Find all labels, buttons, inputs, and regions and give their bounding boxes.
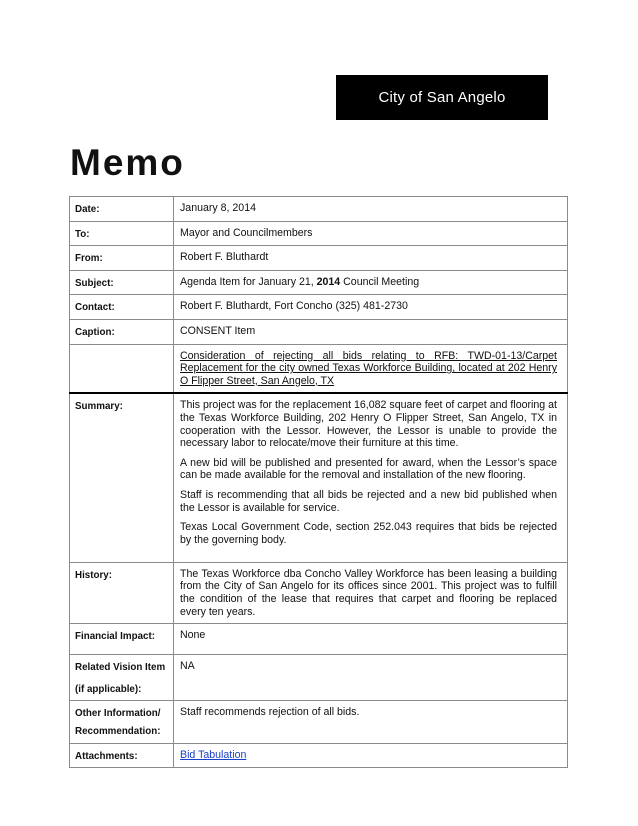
related-vision-value: NA — [174, 655, 568, 701]
date-label: Date: — [70, 197, 174, 222]
other-information-label-line1: Other Information/ — [75, 708, 161, 720]
city-banner: City of San Angelo — [336, 75, 548, 120]
history-value: The Texas Workforce dba Concho Valley Workforce has been leasing a building from the City of San Angelo for its offices since 2001. This project was to fulfill the condition of the lease that requires that carpet and flooring be replaced every ten years. — [174, 562, 568, 623]
row-related-vision — [70, 655, 568, 701]
row-financial-impact — [70, 624, 568, 655]
row-subject — [70, 270, 568, 295]
contact-label: Contact: — [70, 295, 174, 320]
row-history — [70, 562, 568, 623]
row-contact — [70, 295, 568, 320]
financial-impact-label: Financial Impact: — [70, 624, 174, 655]
row-from — [70, 246, 568, 271]
row-attachments — [70, 743, 568, 768]
related-vision-label — [70, 655, 174, 701]
caption-detail — [174, 344, 568, 393]
subject-text-pre: Agenda Item for January 21, — [180, 275, 317, 288]
row-date — [70, 197, 568, 222]
contact-value: Robert F. Bluthardt, Fort Concho (325) 481-2730 — [174, 295, 568, 320]
financial-impact-value: None — [174, 624, 568, 655]
caption-value: CONSENT Item — [174, 319, 568, 344]
row-summary — [70, 393, 568, 562]
date-value: January 8, 2014 — [174, 197, 568, 222]
attachments-label: Attachments: — [70, 743, 174, 768]
summary-label: Summary: — [70, 393, 174, 562]
summary-paragraph-2: A new bid will be published and presented for award, when the Lessor’s space can be made available for the removal and installation of the new flooring. — [180, 456, 557, 482]
related-vision-label-line2: (if applicable): — [75, 683, 142, 695]
row-caption — [70, 319, 568, 344]
summary-value — [174, 393, 568, 562]
summary-paragraph-1: This project was for the replacement 16,082 square feet of carpet and flooring at the Texas Workforce Building, 202 Henry O Flipper Street, San Angelo, TX in cooperation with the Lessor. However, the Lessor is unable to provide the necessary labor to relocate/move their furniture at this time. — [180, 399, 557, 450]
to-value: Mayor and Councilmembers — [174, 221, 568, 246]
summary-paragraph-3: Staff is recommending that all bids be rejected and a new bid published when the Lessor is available for service. — [180, 488, 557, 514]
row-other-information — [70, 701, 568, 743]
related-vision-label-line1: Related Vision Item — [75, 662, 166, 674]
caption-detail-empty — [70, 344, 174, 393]
other-information-label — [70, 701, 174, 743]
caption-detail-text: Consideration of rejecting all bids relating to RFB: TWD-01-13/Carpet Replacement for the city owned Texas Workforce Building, located at 202 Henry O Flipper Street, San Angelo, TX — [180, 349, 557, 387]
history-label: History: — [70, 562, 174, 623]
caption-label: Caption: — [70, 319, 174, 344]
row-to — [70, 221, 568, 246]
other-information-value: Staff recommends rejection of all bids. — [174, 701, 568, 743]
memo-table — [69, 196, 568, 768]
summary-paragraph-4: Texas Local Government Code, section 252.043 requires that bids be rejected by the governing body. — [180, 521, 557, 546]
subject-label: Subject: — [70, 270, 174, 295]
to-label: To: — [70, 221, 174, 246]
memo-title: Memo — [70, 142, 185, 183]
from-label: From: — [70, 246, 174, 271]
other-information-label-line2: Recommendation: — [75, 726, 161, 737]
attachments-value — [174, 743, 568, 768]
subject-text-bold: 2014 — [316, 275, 341, 288]
subject-text-post: Council Meeting — [340, 275, 420, 288]
subject-value — [174, 270, 568, 295]
from-value: Robert F. Bluthardt — [174, 246, 568, 271]
row-caption-detail — [70, 344, 568, 393]
bid-tabulation-link[interactable]: Bid Tabulation — [180, 748, 247, 761]
